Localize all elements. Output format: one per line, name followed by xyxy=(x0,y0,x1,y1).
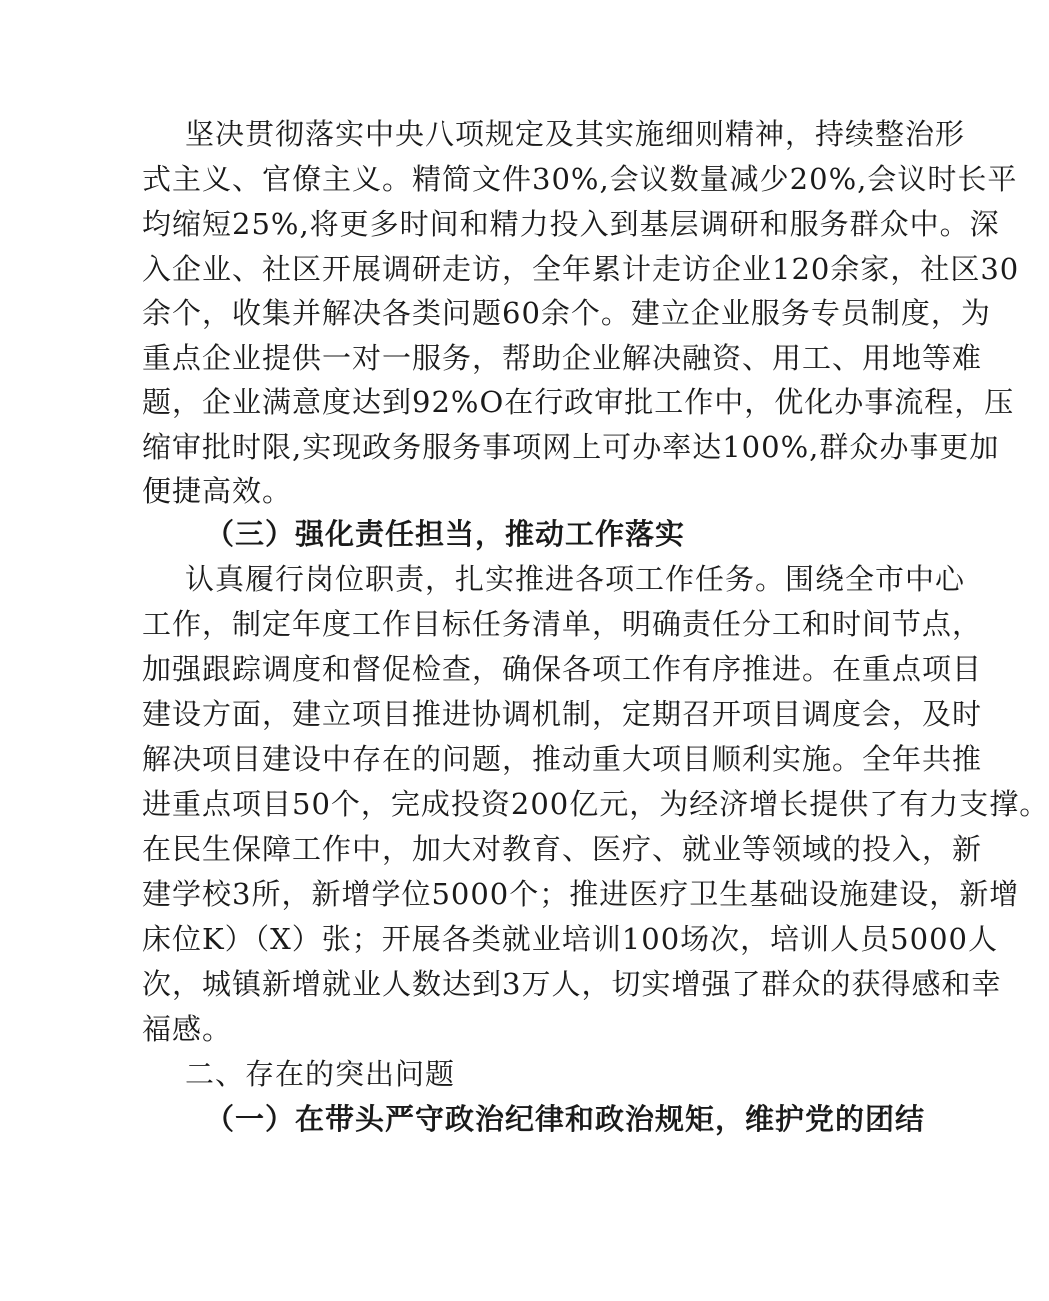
paragraph-line: 加强跟踪调度和督促检查，确保各项工作有序推进。在重点项目 xyxy=(142,652,983,686)
paragraph-line: 均缩短25%,将更多时间和精力投入到基层调研和服务群众中。深 xyxy=(142,207,1000,241)
paragraph-line: 在民生保障工作中，加大对教育、医疗、就业等领域的投入，新 xyxy=(142,832,983,866)
paragraph-line: 次，城镇新增就业人数达到3万人，切实增强了群众的获得感和幸 xyxy=(142,967,1002,1001)
subsection-heading: （一）在带头严守政治纪律和政治规矩，维护党的团结 xyxy=(205,1102,926,1136)
paragraph-line: 建学校3所，新增学位5000个；推进医疗卫生基础设施建设，新增 xyxy=(142,877,1020,911)
paragraph-line: 入企业、社区开展调研走访，全年累计走访企业120余家，社区30 xyxy=(142,252,1020,286)
paragraph-line: 进重点项目50个，完成投资200亿元，为经济增长提供了有力支撑。 xyxy=(142,787,1049,821)
paragraph-line: 题，企业满意度达到92%O在行政审批工作中，优化办事流程，压 xyxy=(142,385,1015,419)
section-heading: （三）强化责任担当，推动工作落实 xyxy=(205,517,686,551)
paragraph-line: 式主义、官僚主义。精简文件30%,会议数量减少20%,会议时长平 xyxy=(142,162,1018,196)
paragraph-line: 便捷高效。 xyxy=(142,474,293,508)
paragraph-line: 建设方面，建立项目推进协调机制，定期召开项目调度会，及时 xyxy=(142,697,983,731)
chapter-heading: 二、存在的突出问题 xyxy=(185,1057,456,1091)
paragraph-line: 工作，制定年度工作目标任务清单，明确责任分工和时间节点， xyxy=(142,607,983,641)
paragraph-line: 福感。 xyxy=(142,1012,233,1046)
paragraph-line: 缩审批时限,实现政务服务事项网上可办率达100%,群众办事更加 xyxy=(142,430,1000,464)
paragraph-line: 认真履行岗位职责，扎实推进各项工作任务。围绕全市中心 xyxy=(185,562,966,596)
paragraph-line: 余个，收集并解决各类问题60余个。建立企业服务专员制度，为 xyxy=(142,296,991,330)
paragraph-line: 重点企业提供一对一服务，帮助企业解决融资、用工、用地等难 xyxy=(142,341,983,375)
paragraph-line: 床位K）（X）张；开展各类就业培训100场次，培训人员5000人 xyxy=(142,922,998,956)
paragraph-line: 坚决贯彻落实中央八项规定及其实施细则精神，持续整治形 xyxy=(185,117,966,151)
paragraph-line: 解决项目建设中存在的问题，推动重大项目顺利实施。全年共推 xyxy=(142,742,983,776)
